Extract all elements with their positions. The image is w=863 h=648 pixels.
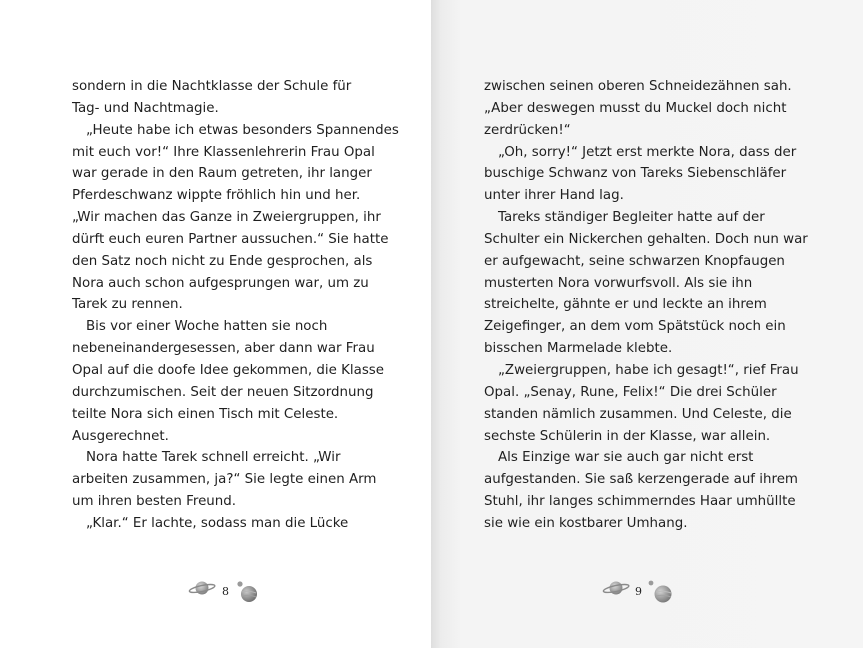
text-line: standen nämlich zusammen. Und Celeste, die (484, 406, 792, 422)
text-line: „Aber deswegen musst du Muckel doch nicht (484, 100, 787, 116)
text-line: sechste Schülerin in der Klasse, war allein. (484, 428, 771, 444)
small-planet-icon (647, 578, 673, 604)
text-line: mit euch vor!“ Ihre Klassenlehrerin Frau Opal (72, 144, 375, 160)
text-line: teilte Nora sich einen Tisch mit Celeste. (72, 406, 339, 422)
text-line: Bis vor einer Woche hatten sie noch (86, 319, 328, 335)
text-line: bisschen Marmelade klebte. (484, 341, 673, 357)
text-line: den Satz noch nicht zu Ende gesprochen, als (72, 253, 373, 269)
text-line: „Heute habe ich etwas besonders Spannendes (86, 122, 399, 138)
left-page (0, 0, 431, 648)
text-line: er aufgewacht, seine schwarzen Knopfaugen (484, 253, 785, 269)
text-line: Nora auch schon aufgesprungen war, um zu (72, 275, 369, 291)
text-line: „Wir machen das Ganze in Zweiergruppen, ihr (72, 210, 381, 226)
left-page-footer (187, 578, 267, 608)
text-line: unter ihrer Hand lag. (484, 188, 624, 204)
page-number: 8 (222, 585, 229, 598)
text-line: Als Einzige war sie auch gar nicht erst (498, 450, 754, 466)
right-page-text (484, 76, 808, 535)
text-line: Tag- und Nachtmagie. (72, 100, 219, 116)
text-line: streichelte, gähnte er und leckte an ihrem (484, 297, 767, 313)
text-line: sondern in die Nachtklasse der Schule für (72, 79, 352, 94)
text-line: buschige Schwanz von Tareks Siebenschläfer (484, 166, 787, 182)
text-line: Pferdeschwanz wippte fröhlich hin und her. (72, 188, 361, 204)
text-line: durchzumischen. Seit der neuen Sitzordnung (72, 384, 374, 400)
text-line: „Klar.“ Er lachte, sodass man die Lücke (86, 515, 349, 531)
text-line: Tarek zu rennen. (72, 297, 183, 313)
text-line: dürft euch euren Partner aussuchen.“ Sie hatte (72, 231, 389, 247)
text-line: war gerade in den Raum getreten, ihr langer (72, 166, 372, 182)
text-line: „Zweiergruppen, habe ich gesagt!“, rief Frau (498, 362, 799, 378)
text-line: Stuhl, ihr langes schimmerndes Haar umhüllte (484, 494, 796, 510)
text-line: Ausgerechnet. (72, 428, 169, 444)
small-planet-icon (235, 578, 259, 604)
text-line: nebeneinandergesessen, aber dann war Frau (72, 341, 375, 357)
right-page (431, 0, 863, 648)
text-line: musterten Nora vorwurfsvoll. Als sie ihn (484, 275, 753, 291)
text-line: Tareks ständiger Begleiter hatte auf der (498, 210, 765, 226)
ringed-planet-icon (187, 578, 217, 598)
text-line: Zeigefinger, an dem vom Spätstück noch ein (484, 319, 786, 335)
right-page-footer (601, 578, 681, 608)
text-line: arbeiten zusammen, ja?“ Sie legte einen Arm (72, 472, 377, 488)
left-page-text (72, 76, 399, 535)
text-line: Schulter ein Nickerchen gehalten. Doch nun war (484, 231, 808, 247)
text-line: zwischen seinen oberen Schneidezähnen sah. (484, 79, 792, 94)
ringed-planet-icon (601, 578, 631, 598)
text-line: „Oh, sorry!“ Jetzt erst merkte Nora, dass der (498, 144, 797, 160)
text-line: aufgestanden. Sie saß kerzengerade auf ihrem (484, 472, 798, 488)
text-line: sie wie ein kostbarer Umhang. (484, 515, 688, 531)
text-line: um ihren besten Freund. (72, 494, 237, 510)
text-line: Opal auf die doofe Idee gekommen, die Klasse (72, 362, 385, 378)
text-line: zerdrücken!“ (484, 122, 571, 138)
text-line: Opal. „Senay, Rune, Felix!“ Die drei Schüler (484, 384, 777, 400)
text-line: Nora hatte Tarek schnell erreicht. „Wir (86, 450, 341, 466)
page-number: 9 (635, 585, 642, 598)
